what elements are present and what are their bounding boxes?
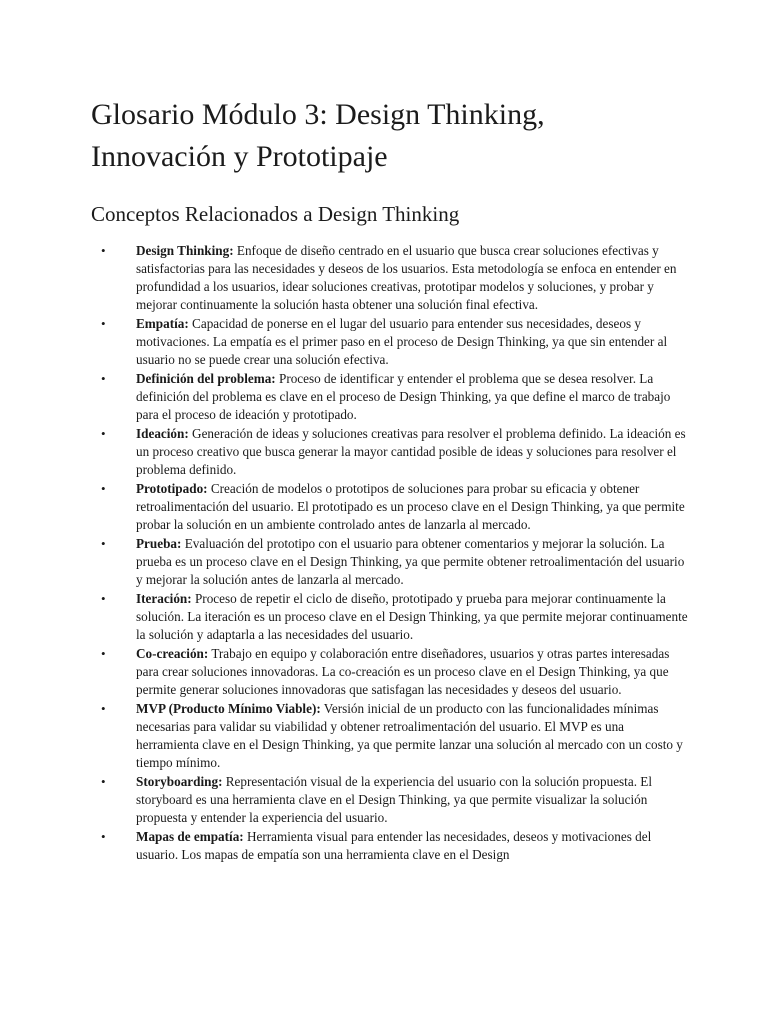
glossary-definition: Herramienta visual para entender las necesidades, deseos y motivaciones del usuario. Los mapas de empatía son una herramienta clave en el Design	[136, 829, 652, 862]
bullet-icon: •	[101, 701, 106, 716]
bullet-icon: •	[101, 829, 106, 844]
glossary-definition: Proceso de repetir el ciclo de diseño, prototipado y prueba para mejorar continuamente la solución. La iteración es un proceso clave en el Design Thinking, ya que permite mejorar continuamente la solución y adaptarla a las necesidades del usuario.	[136, 591, 688, 642]
glossary-item-co-creacion	[91, 645, 688, 699]
glossary-item-iteracion	[91, 590, 688, 644]
glossary-term: Iteración:	[136, 591, 192, 606]
glossary-definition: Proceso de identificar y entender el problema que se desea resolver. La definición del problema es clave en el proceso de Design Thinking, ya que define el marco de trabajo para el proceso de ideación y prototipado.	[136, 371, 671, 422]
glossary-definition: Evaluación del prototipo con el usuario para obtener comentarios y mejorar la solución. La prueba es un proceso clave en el Design Thinking, ya que permite obtener retroalimentación del usuario y mejorar la solución antes de lanzarla al mercado.	[136, 536, 685, 587]
bullet-icon: •	[101, 243, 106, 258]
glossary-item-prueba	[91, 535, 688, 589]
glossary-term: Design Thinking:	[136, 243, 234, 258]
glossary-item-mapas-empatia	[91, 828, 688, 864]
bullet-icon: •	[101, 774, 106, 789]
glossary-definition: Generación de ideas y soluciones creativas para resolver el problema definido. La ideación es un proceso creativo que busca generar la mayor cantidad posible de ideas y soluciones para resolver el problema definido.	[136, 426, 686, 477]
glossary-definition: Capacidad de ponerse en el lugar del usuario para entender sus necesidades, deseos y motivaciones. La empatía es el primer paso en el proceso de Design Thinking, ya que sin entender al usuario no se puede crear una solución efectiva.	[136, 316, 668, 367]
glossary-item-storyboarding	[91, 773, 688, 827]
glossary-item-mvp	[91, 700, 688, 772]
document-title-line-2: Innovación y Prototipaje	[91, 140, 388, 173]
glossary-term: Mapas de empatía:	[136, 829, 244, 844]
glossary-definition: Representación visual de la experiencia del usuario con la solución propuesta. El storyboard es una herramienta clave en el Design Thinking, ya que permite visualizar la solución propuesta y entender la experiencia del usuario.	[136, 774, 653, 825]
glossary-term: Co-creación:	[136, 646, 209, 661]
bullet-icon: •	[101, 536, 106, 551]
bullet-icon: •	[101, 646, 106, 661]
bullet-icon: •	[101, 481, 106, 496]
section-heading: Conceptos Relacionados a Design Thinking	[91, 202, 460, 226]
bullet-icon: •	[101, 426, 106, 441]
glossary-definition: Creación de modelos o prototipos de soluciones para probar su eficacia y obtener retroalimentación del usuario. El prototipado es un proceso clave en el Design Thinking, ya que permite probar la solución en un ambiente controlado antes de lanzarla al mercado.	[136, 481, 685, 532]
glossary-term: Ideación:	[136, 426, 189, 441]
glossary-term: Prototipado:	[136, 481, 208, 496]
glossary-definition: Versión inicial de un producto con las funcionalidades mínimas necesarias para validar su viabilidad y obtener retroalimentación del usuario. El MVP es una herramienta clave en el Design Thinking, ya que permite lanzar una solución al mercado con un costo y tiempo mínimo.	[136, 701, 683, 770]
document-title	[91, 94, 688, 178]
glossary-definition: Trabajo en equipo y colaboración entre diseñadores, usuarios y otras partes interesadas para crear soluciones innovadoras. La co-creación es un proceso clave en el Design Thinking, ya que permite generar soluciones innovadoras que satisfagan las necesidades y deseos del usuario.	[136, 646, 670, 697]
document-title-line-1: Glosario Módulo 3: Design Thinking,	[91, 98, 545, 131]
glossary-term: Prueba:	[136, 536, 182, 551]
bullet-icon: •	[101, 591, 106, 606]
glossary-list	[91, 242, 688, 864]
glossary-item-ideacion	[91, 425, 688, 479]
glossary-term: Empatía:	[136, 316, 189, 331]
glossary-term: MVP (Producto Mínimo Viable):	[136, 701, 321, 716]
glossary-item-prototipado	[91, 480, 688, 534]
bullet-icon: •	[101, 371, 106, 386]
glossary-term: Definición del problema:	[136, 371, 276, 386]
bullet-icon: •	[101, 316, 106, 331]
glossary-item-design-thinking	[91, 242, 688, 314]
glossary-item-definicion-problema	[91, 370, 688, 424]
glossary-item-empatia	[91, 315, 688, 369]
glossary-term: Storyboarding:	[136, 774, 223, 789]
glossary-definition: Enfoque de diseño centrado en el usuario que busca crear soluciones efectivas y satisfactorias para las necesidades y deseos de los usuarios. Esta metodología se enfoca en entender en profundidad a los usuarios, idear soluciones creativas, prototipar modelos y soluciones, y probar y mejorar continuamente la solución hasta obtener una solución final efectiva.	[136, 243, 677, 312]
